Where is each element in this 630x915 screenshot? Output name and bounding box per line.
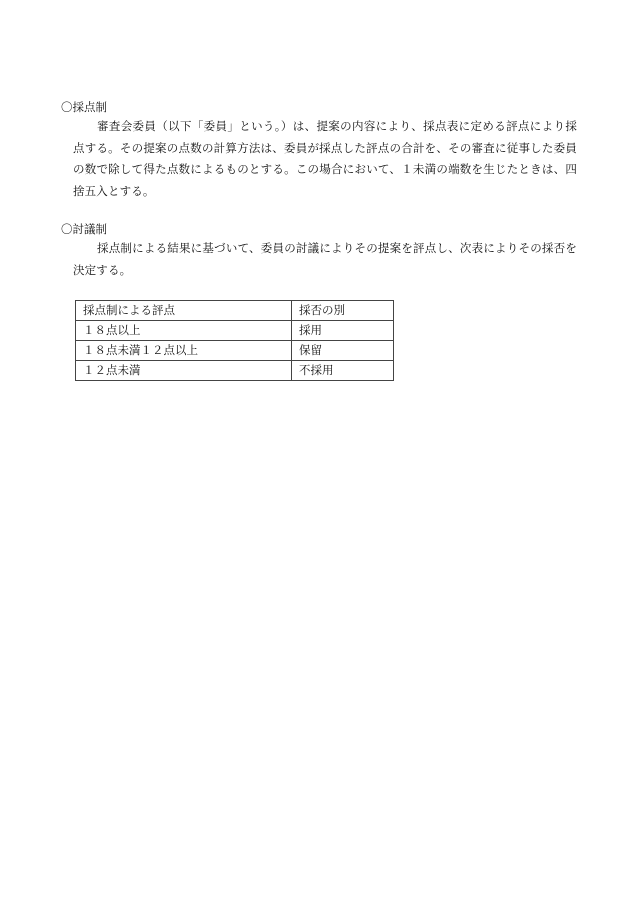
scoring-paragraph: 審査会委員（以下「委員」という。）は、提案の内容により、採点表に定める評点により採点する。その提案の点数の計算方法は、委員が採点した評点の合計を、その審査に従事した委員の数で除して得た点数によるものとする。この場合において、１未満の端数を生じたときは、四捨五入とする。 <box>73 119 577 198</box>
row-score: １８点未満１２点以上 <box>76 341 292 361</box>
table-row <box>76 361 394 381</box>
table-header-row <box>76 301 394 321</box>
row-score: １８点以上 <box>76 321 292 341</box>
header-decision: 採否の別 <box>292 301 394 321</box>
row-decision: 採用 <box>292 321 394 341</box>
row-score: １２点未満 <box>76 361 292 381</box>
table-row <box>76 341 394 361</box>
scoring-section <box>61 98 581 202</box>
discussion-heading: 〇討議制 <box>61 222 107 236</box>
decision-table <box>75 300 394 381</box>
table-row <box>76 321 394 341</box>
scoring-heading: 〇採点制 <box>61 100 107 114</box>
row-decision: 不採用 <box>292 361 394 381</box>
header-score: 採点制による評点 <box>76 301 292 321</box>
row-decision: 保留 <box>292 341 394 361</box>
discussion-paragraph: 採点制による結果に基づいて、委員の討議によりその提案を評点し、次表によりその採否を決定する。 <box>73 241 577 277</box>
discussion-section <box>61 220 581 281</box>
